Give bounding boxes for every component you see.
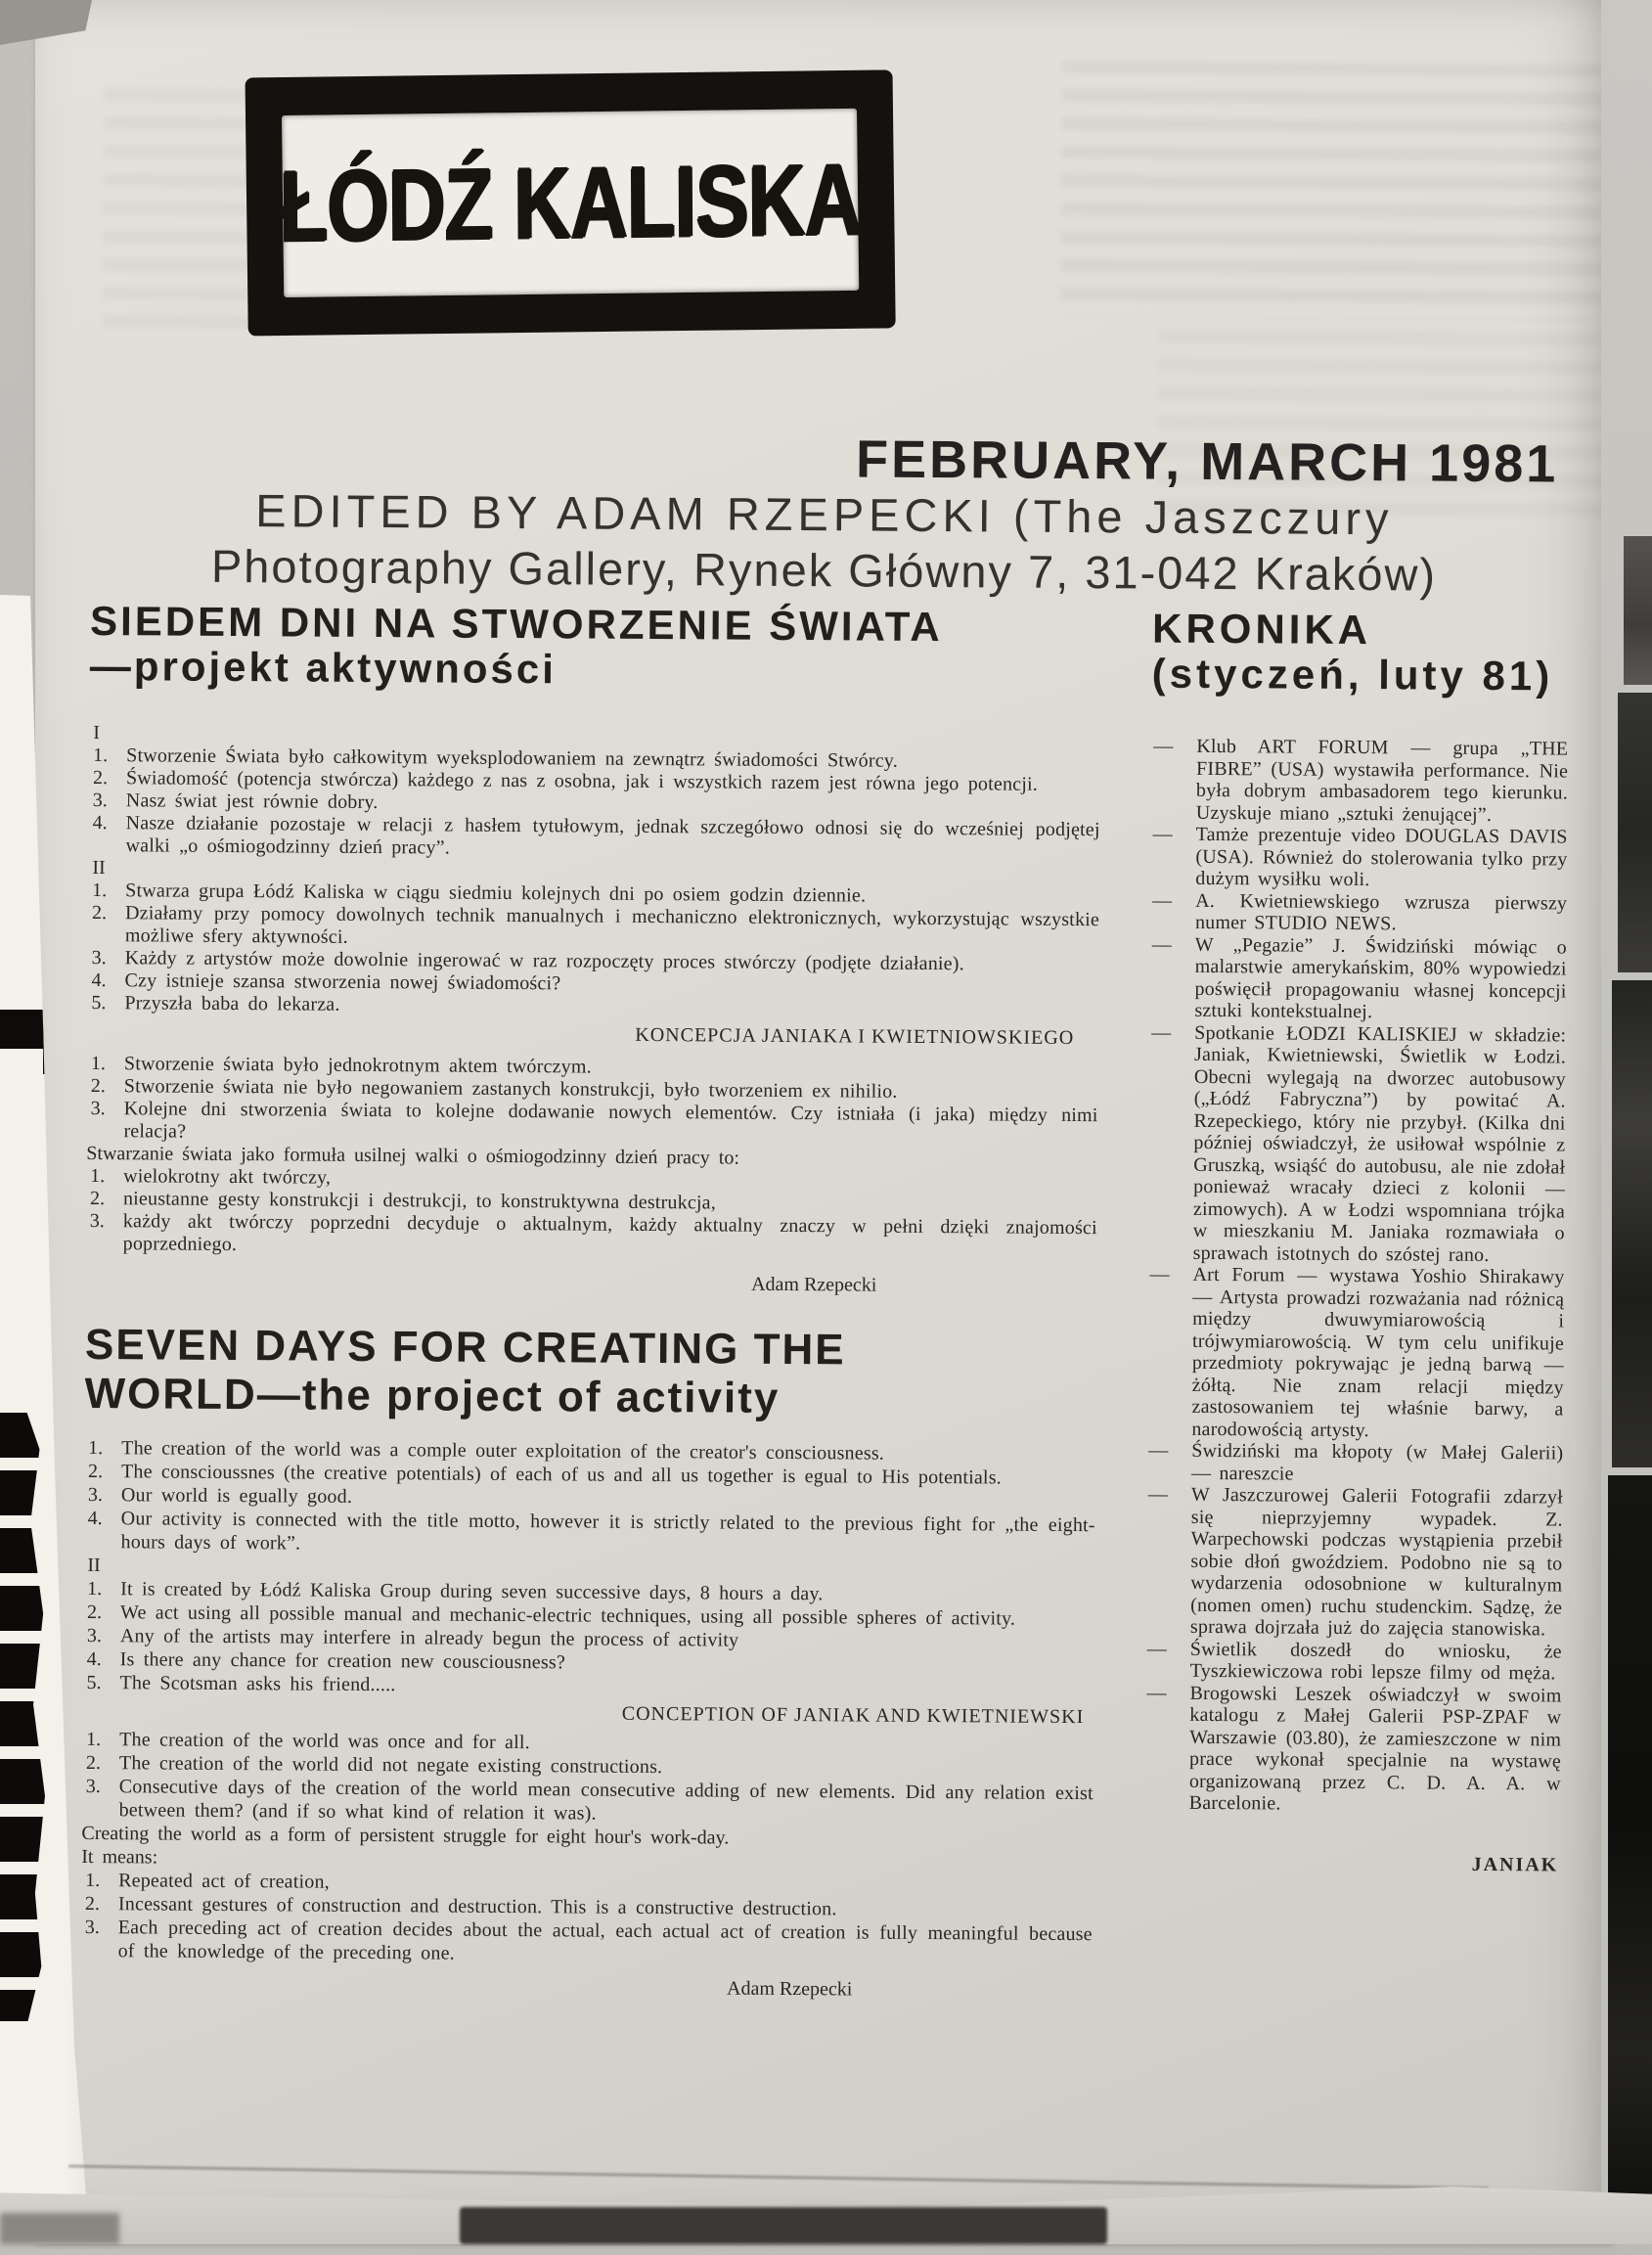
list-item-text: Consecutive days of the creation of the world mean consecutive adding of new elements. Did any relation exist between them? (and if so what kind of relation it was). xyxy=(118,1776,1094,1825)
list-item-text: Działamy przy pomocy dowolnych technik manualnych i mechaniczno elektronicznych, wykorzystując wszystkie możliwe sfery aktywności. xyxy=(124,902,1100,948)
left-column xyxy=(80,599,1101,2003)
adjacent-photo-strip xyxy=(1601,0,1652,2244)
edited-by-line-2: Photography Gallery, Rynek Główny 7, 31-042 Kraków) xyxy=(210,539,1438,601)
list-marker: 2. xyxy=(90,1075,106,1098)
kronika-title xyxy=(1152,607,1570,699)
list-marker: — xyxy=(1147,1483,1168,1506)
list-item-text: The conscioussnes (the creative potentials) of each of us and all us together is egual to His potentials. xyxy=(120,1461,1003,1489)
list-item xyxy=(1145,1638,1562,1685)
issue-date: FEBRUARY, MARCH 1981 xyxy=(855,429,1559,494)
cropped-black-lettering xyxy=(0,1413,45,2021)
photo-fragment xyxy=(1608,1475,1652,2244)
list-item xyxy=(1149,933,1567,1024)
list-item-text: The creation of the world was a comple outer exploitation of the creator's consciousness. xyxy=(121,1437,885,1465)
list-item-text: Each preceding act of creation decides about the actual, each actual act of creation is fully meaningful because of the knowledge of the preceding one. xyxy=(117,1917,1093,1964)
list-marker: 3. xyxy=(85,1775,101,1798)
section-label: II xyxy=(92,857,106,879)
list-marker: 1. xyxy=(90,1053,107,1075)
author-signature: Adam Rzepecki xyxy=(727,1977,853,2001)
list-marker: 3. xyxy=(92,789,108,812)
list-item xyxy=(1146,1440,1563,1487)
list-marker: 4. xyxy=(87,1507,103,1530)
list-item xyxy=(1150,889,1567,936)
numbered-list xyxy=(88,744,1100,864)
lodz-kaliska-stamp-logo xyxy=(246,69,896,336)
list-item-text: A. Kwietniewskiego wzrusza pierwszy numer STUDIO NEWS. xyxy=(1194,889,1568,935)
list-marker: 3. xyxy=(89,1209,105,1233)
numbered-list xyxy=(86,1165,1098,1262)
polish-article-body xyxy=(85,722,1100,1298)
list-item-text: Każdy z artystów może dowolnie ingerować w raz rozpoczęty proces stwórczy (podjęte działanie). xyxy=(124,947,964,975)
list-item-text: Art Forum — wystawa Yoshio Shirakawy — Artysta prowadzi rozważania nad różnicą między dwuwymiarowością i trójwymiarowością. W tym celu unifikuje przedmioty pokrywając je jedną barwą — żółtą. Nie znam relacji między zastosowaniem tej właśnie barwy, a narodowością artysty. xyxy=(1191,1263,1565,1441)
title-line: SEVEN DAYS FOR CREATING THE xyxy=(84,1320,846,1375)
shadow-bar xyxy=(460,2207,1107,2244)
list-marker: 1. xyxy=(92,879,108,902)
list-item-text: Klub ART FORUM — grupa „THE FIBRE” (USA) wystawiła performance. Nie była dobrym ambasadorem tego kierunku. Uzyskuje miano „sztuki żenującej”. xyxy=(1195,735,1569,826)
list-marker: 2. xyxy=(84,1892,101,1916)
list-marker: — xyxy=(1148,1439,1169,1462)
section-label: II xyxy=(87,1554,101,1577)
numbered-list xyxy=(87,879,1099,1021)
section-label: I xyxy=(93,722,101,744)
list-item-text: It is created by Łódź Kaliska Group during seven successive days, 8 hours a day. xyxy=(120,1578,824,1605)
english-article-body xyxy=(80,1436,1095,2003)
author-signature: Adam Rzepecki xyxy=(751,1273,877,1296)
list-marker: 5. xyxy=(86,1671,102,1694)
list-item-text: nieustanne gesty konstrukcji i destrukcji, to konstruktywna destrukcja, xyxy=(122,1188,717,1214)
list-item-text: Tamże prezentuje video DOUGLAS DAVIS (USA). Również do stolerowania tylko przy dużym wysiłku woli. xyxy=(1195,823,1568,891)
list-marker: 1. xyxy=(90,1165,106,1188)
list-marker: 2. xyxy=(92,767,109,789)
paragraph: Stwarzanie świata jako formuła usilnej walki o ośmiogodzinny dzień pracy to: xyxy=(86,1142,740,1169)
list-item xyxy=(86,1210,1097,1262)
list-marker: 4. xyxy=(86,1647,102,1671)
list-marker: 2. xyxy=(91,902,108,925)
list-item xyxy=(83,1507,1094,1560)
title-line: (styczeń, luty 81) xyxy=(1151,650,1554,699)
list-item-text: Brogowski Leszek oświadczył w swoim katalogu z Małej Galerii PSP-ZPAF w Warszawie (03.80), że zamieszczone w nim prace wykonał specjalnie na wystawę organizowaną przez C. D. A. A. w Barcelonie. xyxy=(1188,1682,1562,1815)
list-item-text: Nasze działanie pozostaje w relacji z hasłem tytułowym, jednak szczegółowo odnosi się do wcześniej podjętej walki „o ośmiogodzinny dzień pracy”. xyxy=(125,812,1100,859)
list-item-text: Our activity is connected with the title motto, however it is strictly related to the previous fight for „the eight-hours days of work”. xyxy=(120,1508,1095,1555)
kronika-body xyxy=(1143,736,1568,1876)
english-article-title xyxy=(84,1321,1096,1425)
list-marker: 5. xyxy=(91,992,107,1015)
list-marker: 4. xyxy=(91,970,107,992)
list-item-text: Stwarza grupa Łódź Kaliska w ciągu siedmiu kolejnych dni po osiem godzin dziennie. xyxy=(125,879,867,907)
list-marker: 3. xyxy=(87,1483,103,1507)
list-marker: — xyxy=(1152,889,1173,912)
list-item-text: Any of the artists may interfere in already begun the process of activity xyxy=(119,1625,739,1651)
list-marker: — xyxy=(1152,823,1173,845)
list-item xyxy=(88,902,1099,954)
page-content xyxy=(21,0,1613,2255)
list-item-text: The Scotsman asks his friend..... xyxy=(119,1672,396,1696)
list-item xyxy=(1148,1021,1567,1266)
list-marker: 2. xyxy=(89,1188,106,1210)
title-line: WORLD—the project of activity xyxy=(84,1369,781,1422)
list-marker: 2. xyxy=(85,1751,102,1775)
shadow-smudge xyxy=(0,2213,119,2244)
newsletter-page xyxy=(35,0,1612,2244)
title-line: —projekt aktywności xyxy=(89,642,558,693)
logo-text: ŁÓDŹ KALISKA xyxy=(279,142,862,262)
list-item-text: W „Pegazie” J. Świdziński mówiąc o malarstwie amerykańskim, 80% wypowiedzi poświęcił propagowaniu własnej koncepcji sztuki kontekstualnej. xyxy=(1194,933,1567,1023)
list-item xyxy=(1144,1682,1562,1817)
numbered-list xyxy=(83,1436,1095,1560)
title-line: KRONIKA xyxy=(1151,605,1372,654)
list-item xyxy=(88,812,1099,864)
list-marker: 1. xyxy=(85,1869,101,1892)
list-item-text: Repeated act of creation, xyxy=(118,1870,330,1893)
list-item-text: wielokrotny akt twórczy, xyxy=(123,1165,332,1189)
edited-by-line-1: EDITED BY ADAM RZEPECKI (The Jaszczury xyxy=(255,484,1394,545)
list-item-text: W Jaszczurowej Galerii Fotografii zdarzył się nieprzyjemny wypadek. Z. Warpechowski podczas wystąpienia przebił sobie dłoń gwoździem. Podobno nie są to wydarzenia odosobnione w kulturalnym (nomen omen) ruchu studenckim. Sądzę, że sprawa dojrzała już do zajęcia stanowiska. xyxy=(1189,1483,1563,1641)
list-item-text: Czy istnieje szansa stworzenia nowej świadomości? xyxy=(124,970,561,995)
photo-fragment xyxy=(1618,693,1652,972)
list-marker: 1. xyxy=(86,1728,102,1751)
koncepcja-heading: KONCEPCJA JANIAKA I KWIETNIOWSKIEGO xyxy=(635,1023,1075,1050)
paragraph: Creating the world as a form of persistent struggle for eight hour's work-day. xyxy=(81,1822,730,1849)
conception-heading: CONCEPTION OF JANIAK AND KWIETNIEWSKI xyxy=(621,1702,1085,1729)
list-marker: 2. xyxy=(87,1460,104,1483)
list-item-text: The creation of the world did not negate existing constructions. xyxy=(118,1752,663,1779)
masthead xyxy=(90,427,1558,603)
list-item-text: Stworzenie Świata było całkowitym wyeksplodowaniem na zewnątrz świadomości Stwórcy. xyxy=(126,744,899,772)
list-item-text: We act using all possible manual and mechanic-electric techniques, using all possible spheres of activity. xyxy=(119,1601,1016,1630)
list-item-text: Kolejne dni stworzenia świata to kolejne dodawanie nowych elementów. Czy istniała (i jaka) między nimi relacja? xyxy=(123,1098,1098,1143)
bleed-through-smudge xyxy=(102,88,260,329)
list-marker: — xyxy=(1146,1682,1167,1704)
list-item-text: Nasz świat jest równie dobry. xyxy=(125,789,379,814)
list-item-text: Stworzenie świata było jednokrotnym aktem twórczym. xyxy=(123,1053,592,1078)
list-item-text: Świdziński ma kłopoty (w Małej Galerii) — nareszcie xyxy=(1190,1439,1564,1485)
list-marker: — xyxy=(1151,1021,1172,1044)
list-item-text: Spotkanie ŁODZI KALISKIEJ w składzie: Janiak, Kwietniewski, Świetlik w Łodzi. Obecni wylegają na dworzec autobusowy („Łódź Fabryczna”) by powitać A. Rzepeckiego, który nie przybył. (Kilka dni później oświadczył, że usiłował wspólnie z Gruszką, wsiąść do autobusu, ale nie zdołał ponieważ wracały dzieci z kolonii — zimowych). A w Łodzi wspomniana trójka w mieszkaniu M. Janiaka rozmawiała o sprawach istotnych do szóstej rano. xyxy=(1192,1021,1567,1266)
list-marker: 2. xyxy=(86,1601,103,1624)
numbered-list xyxy=(82,1728,1094,1828)
right-column xyxy=(1143,607,1569,1876)
list-marker: — xyxy=(1146,1638,1167,1660)
polish-article-title xyxy=(90,599,1102,696)
photo-fragment xyxy=(1624,536,1652,685)
list-marker: — xyxy=(1151,933,1172,956)
list-item xyxy=(1146,1264,1564,1443)
numbered-list xyxy=(81,1869,1094,1969)
list-marker: 3. xyxy=(86,1624,102,1647)
list-item xyxy=(81,1916,1093,1969)
photo-fragment xyxy=(1612,980,1652,1467)
title-line: SIEDEM DNI NA STWORZENIE ŚWIATA xyxy=(89,597,943,651)
list-item xyxy=(82,1775,1094,1828)
list-item-text: The creation of the world was once and for all. xyxy=(119,1729,530,1754)
list-item xyxy=(1145,1484,1563,1641)
list-item-text: Stworzenie świata nie było negowaniem zastanych konstrukcji, było tworzeniem ex nihilio. xyxy=(123,1075,898,1103)
list-marker: 3. xyxy=(91,947,107,970)
list-marker: 1. xyxy=(88,1436,104,1460)
dash-list xyxy=(1144,736,1569,1817)
list-item-text: Incessant gestures of construction and destruction. This is a constructive destruction. xyxy=(117,1893,837,1920)
list-item-text: Our world is egually good. xyxy=(120,1484,353,1508)
list-item-text: Świetlik doszedł do wniosku, że Tyszkiewiczowa robi lepsze filmy od męża. xyxy=(1189,1638,1562,1685)
list-item xyxy=(1150,824,1567,892)
list-marker: 3. xyxy=(84,1916,100,1939)
list-marker: — xyxy=(1153,735,1174,757)
stamp-logo-inner xyxy=(279,109,862,297)
list-item-text: Przyszła baba do lekarza. xyxy=(124,992,340,1015)
numbered-list xyxy=(86,1053,1098,1150)
list-item-text: Is there any chance for creation new cousciousness? xyxy=(119,1648,566,1674)
bleed-through-smudge xyxy=(1060,61,1610,321)
list-item-text: Świadomość (potencja stwórcza) każdego z nas z osobna, jak i wszystkich razem jest równa jego potencji. xyxy=(125,767,1039,795)
list-marker: 3. xyxy=(90,1098,106,1120)
list-marker: 4. xyxy=(92,812,108,834)
list-marker: 1. xyxy=(87,1577,103,1601)
list-marker: — xyxy=(1149,1263,1170,1285)
list-item xyxy=(1151,736,1569,827)
numbered-list xyxy=(82,1577,1094,1701)
paragraph: It means: xyxy=(81,1845,158,1869)
list-item-text: każdy akt twórczy poprzedni decyduje o aktualnym, każdy aktualny znaczy w pełni dzięki znajomości poprzedniego. xyxy=(122,1210,1097,1256)
author-signature: JANIAK xyxy=(1471,1853,1559,1875)
list-item xyxy=(86,1098,1097,1150)
list-marker: 1. xyxy=(93,744,109,767)
